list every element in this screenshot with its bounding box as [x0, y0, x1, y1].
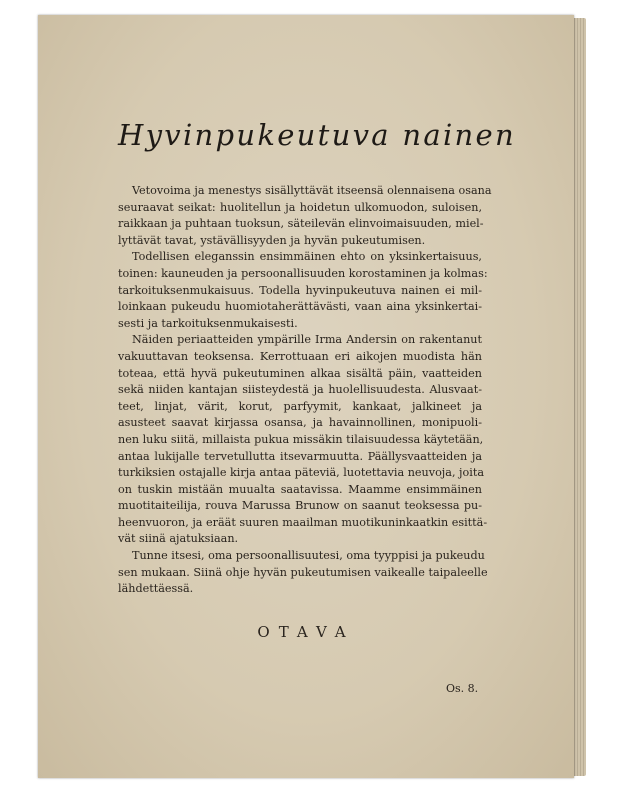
text-line: nen luku siitä, millaista pukua missäkin tilaisuudessa käytetään,: [118, 432, 484, 446]
text-line: sekä niiden kantajan siisteydestä ja huolellisuudesta. Alusvaat-: [118, 383, 482, 397]
book-back-cover: [38, 15, 574, 778]
text-line: loinkaan pukeudu huomiotaherättävästi, vaan aina yksinkertai-: [118, 300, 482, 314]
publisher-name: OTAVA: [257, 623, 355, 641]
text-line: Vetovoima ja menestys sisällyttävät itseensä olennaisena osana: [132, 184, 492, 197]
text-line: teet, linjat, värit, korut, parfyymit, kankaat, jalkineet ja: [118, 399, 482, 413]
catalog-code: Os. 8.: [446, 682, 479, 695]
text-line: Todellisen eleganssin ensimmäinen ehto on yksinkertaisuus,: [132, 250, 482, 264]
text-line: Näiden periaatteiden ympärille Irma Andersin on rakentanut: [132, 333, 482, 347]
text-line: heenvuoron, ja eräät suuren maailman muotikuninkaatkin esittä-: [118, 515, 488, 529]
text-line: toinen: kauneuden ja persoonallisuuden korostaminen ja kolmas:: [118, 266, 488, 280]
text-line: lähdettäessä.: [118, 582, 194, 596]
text-line: lyttävät tavat, ystävällisyyden ja hyvän pukeutumisen.: [118, 233, 426, 247]
text-line: turkiksien ostajalle kirja antaa päteviä, luotettavia neuvoja, joita: [118, 466, 485, 480]
text-line: toteaa, että hyvä pukeutuminen alkaa sisältä päin, vaatteiden: [118, 366, 482, 380]
text-line: antaa lukijalle tervetullutta itsevarmuutta. Päällysvaatteiden ja: [118, 449, 482, 463]
text-line: sesti ja tarkoituksenmukaisesti.: [118, 316, 298, 330]
text-line: Tunne itsesi, oma persoonallisuutesi, oma tyyppisi ja pukeudu: [132, 549, 485, 563]
text-line: vakuuttavan teoksensa. Kerrottuaan eri aikojen muodista hän: [118, 349, 482, 363]
blurb-text: [118, 183, 492, 598]
text-line: sen mukaan. Siinä ohje hyvän pukeutumisen vaikealle taipaleelle: [118, 565, 488, 579]
text-line: on tuskin mistään muualta saatavissa. Maamme ensimmäinen: [118, 482, 482, 496]
text-line: vät siinä ajatuksiaan.: [118, 532, 239, 546]
text-line: muotitaiteilija, rouva Marussa Brunow on saanut teoksessa pu-: [118, 499, 482, 513]
text-line: tarkoituksenmukaisuus. Todella hyvinpukeutuva nainen ei mil-: [118, 283, 482, 297]
text-line: seuraavat seikat: huolitellun ja hoidetun ulkomuodon, suloisen,: [118, 200, 482, 214]
text-line: raikkaan ja puhtaan tuoksun, säteilevän elinvoimaisuuden, miel-: [118, 217, 484, 231]
text-line: asusteet saavat kirjassa osansa, ja havainnollinen, monipuoli-: [118, 416, 482, 430]
book-title: Hyvinpukeutuva nainen: [118, 118, 516, 152]
